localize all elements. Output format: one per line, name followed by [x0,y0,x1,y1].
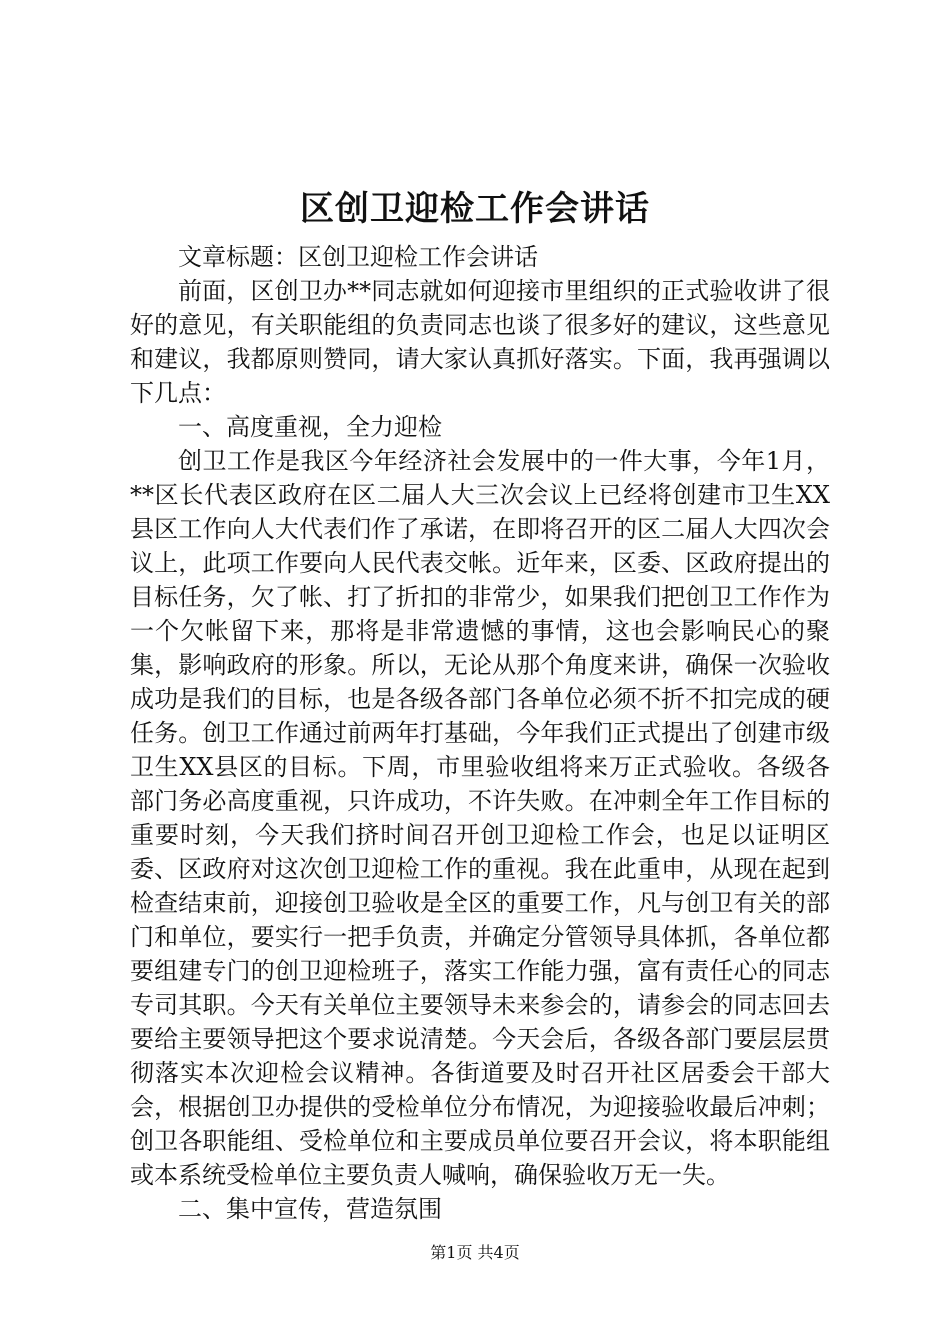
article-title-line: 文章标题：区创卫迎检工作会讲话 [178,243,538,271]
section-1-paragraph: 创卫工作是我区今年经济社会发展中的一件大事，今年1月，**区长代表区政府在区二届人大三次会议上已经将创建市卫生XX县区工作向人大代表们作了承诺，在即将召开的区二届人大四次会议上，此项工作要向人民代表交帐。近年来，区委、区政府提出的目标任务，欠了帐、打了折扣的非常少，如果我们把创卫工作作为一个欠帐留下来，那将是非常遗憾的事情，这也会影响民心的聚集，影响政府的形象。所以，无论从那个角度来讲，确保一次验收成功是我们的目标，也是各级各部门各单位必须不折不扣完成的硬任务。创卫工作通过前两年打基础，今年我们正式提出了创建市级卫生XX县区的目标。下周，市里验收组将来万正式验收。各级各部门务必高度重视，只许成功，不许失败。在冲刺全年工作目标的重要时刻，今天我们挤时间召开创卫迎检工作会，也足以证明区委、区政府对这次创卫迎检工作的重视。我在此重申，从现在起到检查结束前，迎接创卫验收是全区的重要工作，凡与创卫有关的部门和单位，要实行一把手负责，并确定分管领导具体抓，各单位都要组建专门的创卫迎检班子，落实工作能力强，富有责任心的同志专司其职。今天有关单位主要领导未来参会的，请参会的同志回去要给主要领导把这个要求说清楚。今天会后，各级各部门要层层贯彻落实本次迎检会议精神。各街道要及时召开社区居委会干部大会，根据创卫办提供的受检单位分布情况，为迎接验收最后冲刺；创卫各职能组、受检单位和主要成员单位要召开会议，将本职能组或本系统受检单位主要负责人喊响，确保验收万无一失。 [130,447,830,1189]
section-heading-2: 二、集中宣传，营造氛围 [178,1195,442,1223]
document-body [130,240,830,1226]
section-heading-1: 一、高度重视，全力迎检 [178,413,442,441]
document-title: 区创卫迎检工作会讲话 [300,189,650,229]
intro-paragraph: 前面，区创卫办**同志就如何迎接市里组织的正式验收讲了很好的意见，有关职能组的负责同志也谈了很多好的建议，这些意见和建议，我都原则赞同，请大家认真抓好落实。下面，我再强调以下几点： [130,277,830,407]
page-number: 第1页 共4页 [430,1243,520,1262]
